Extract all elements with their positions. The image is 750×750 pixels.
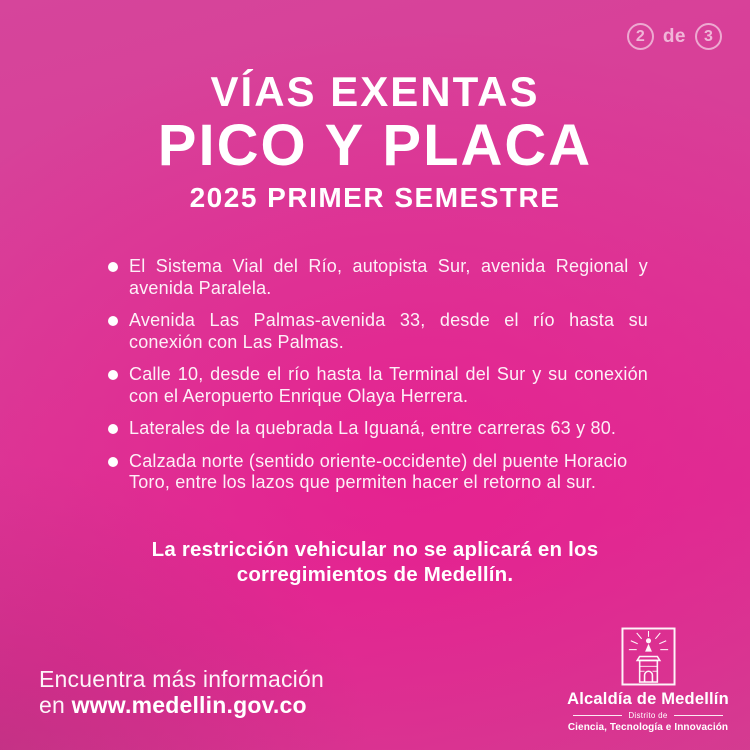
- more-info-text: [39, 666, 324, 718]
- title-line-semestre: 2025 PRIMER SEMESTRE: [189, 182, 561, 213]
- title-line-vias-exentas: VÍAS EXENTAS: [210, 68, 540, 115]
- website-url: www.medellin.gov.co: [71, 692, 307, 718]
- more-info-line1: Encuentra más información: [39, 666, 324, 692]
- exempt-roads-list: [108, 256, 648, 505]
- page-total: 3: [704, 27, 713, 45]
- logo-district-row: [573, 711, 723, 720]
- divider-line: [674, 715, 723, 716]
- list-item: [108, 310, 648, 353]
- more-info-prefix: en: [39, 692, 72, 718]
- page-current-badge: [627, 23, 654, 50]
- bullet-icon: [108, 316, 118, 326]
- road-text: Calzada norte (sentido oriente-occidente) del puente Horacio Toro, entre los lazos que permiten hacer el retorno al sur.: [129, 450, 628, 492]
- bullet-icon: [108, 262, 118, 272]
- page-current: 2: [635, 27, 645, 45]
- bullet-icon: [108, 424, 118, 434]
- list-item: [108, 451, 648, 494]
- logo-district-label: Distrito de: [628, 711, 668, 720]
- more-info-line2: [39, 692, 324, 718]
- logo-name: Alcaldía de Medellín: [567, 690, 729, 708]
- logo-district-sub: Ciencia, Tecnología e Innovación: [567, 722, 729, 733]
- road-text: Laterales de la quebrada La Iguaná, entre carreras 63 y 80.: [129, 418, 617, 438]
- page-indicator: [627, 23, 722, 50]
- bullet-icon: [108, 370, 118, 380]
- alcaldia-medellin-logo: [567, 627, 729, 733]
- road-text: Avenida Las Palmas-avenida 33, desde el río hasta su conexión con Las Palmas.: [129, 310, 648, 352]
- road-text: El Sistema Vial del Río, autopista Sur, avenida Regional y avenida Paralela.: [129, 256, 648, 298]
- page-title: [0, 68, 750, 213]
- page-total-badge: [695, 23, 722, 50]
- restriction-notice: La restricción vehicular no se aplicará en los corregimientos de Medellín.: [151, 538, 599, 586]
- road-text: Calle 10, desde el río hasta la Terminal del Sur y su conexión con el Aeropuerto Enrique Olaya Herrera.: [129, 364, 648, 406]
- medellin-emblem-icon: [621, 627, 676, 686]
- page-separator: de: [662, 25, 686, 47]
- list-item: [108, 418, 648, 440]
- bullet-icon: [108, 457, 118, 467]
- list-item: [108, 364, 648, 407]
- divider-line: [573, 715, 622, 716]
- title-line-pico-y-placa: PICO Y PLACA: [157, 113, 593, 178]
- list-item: [108, 256, 648, 299]
